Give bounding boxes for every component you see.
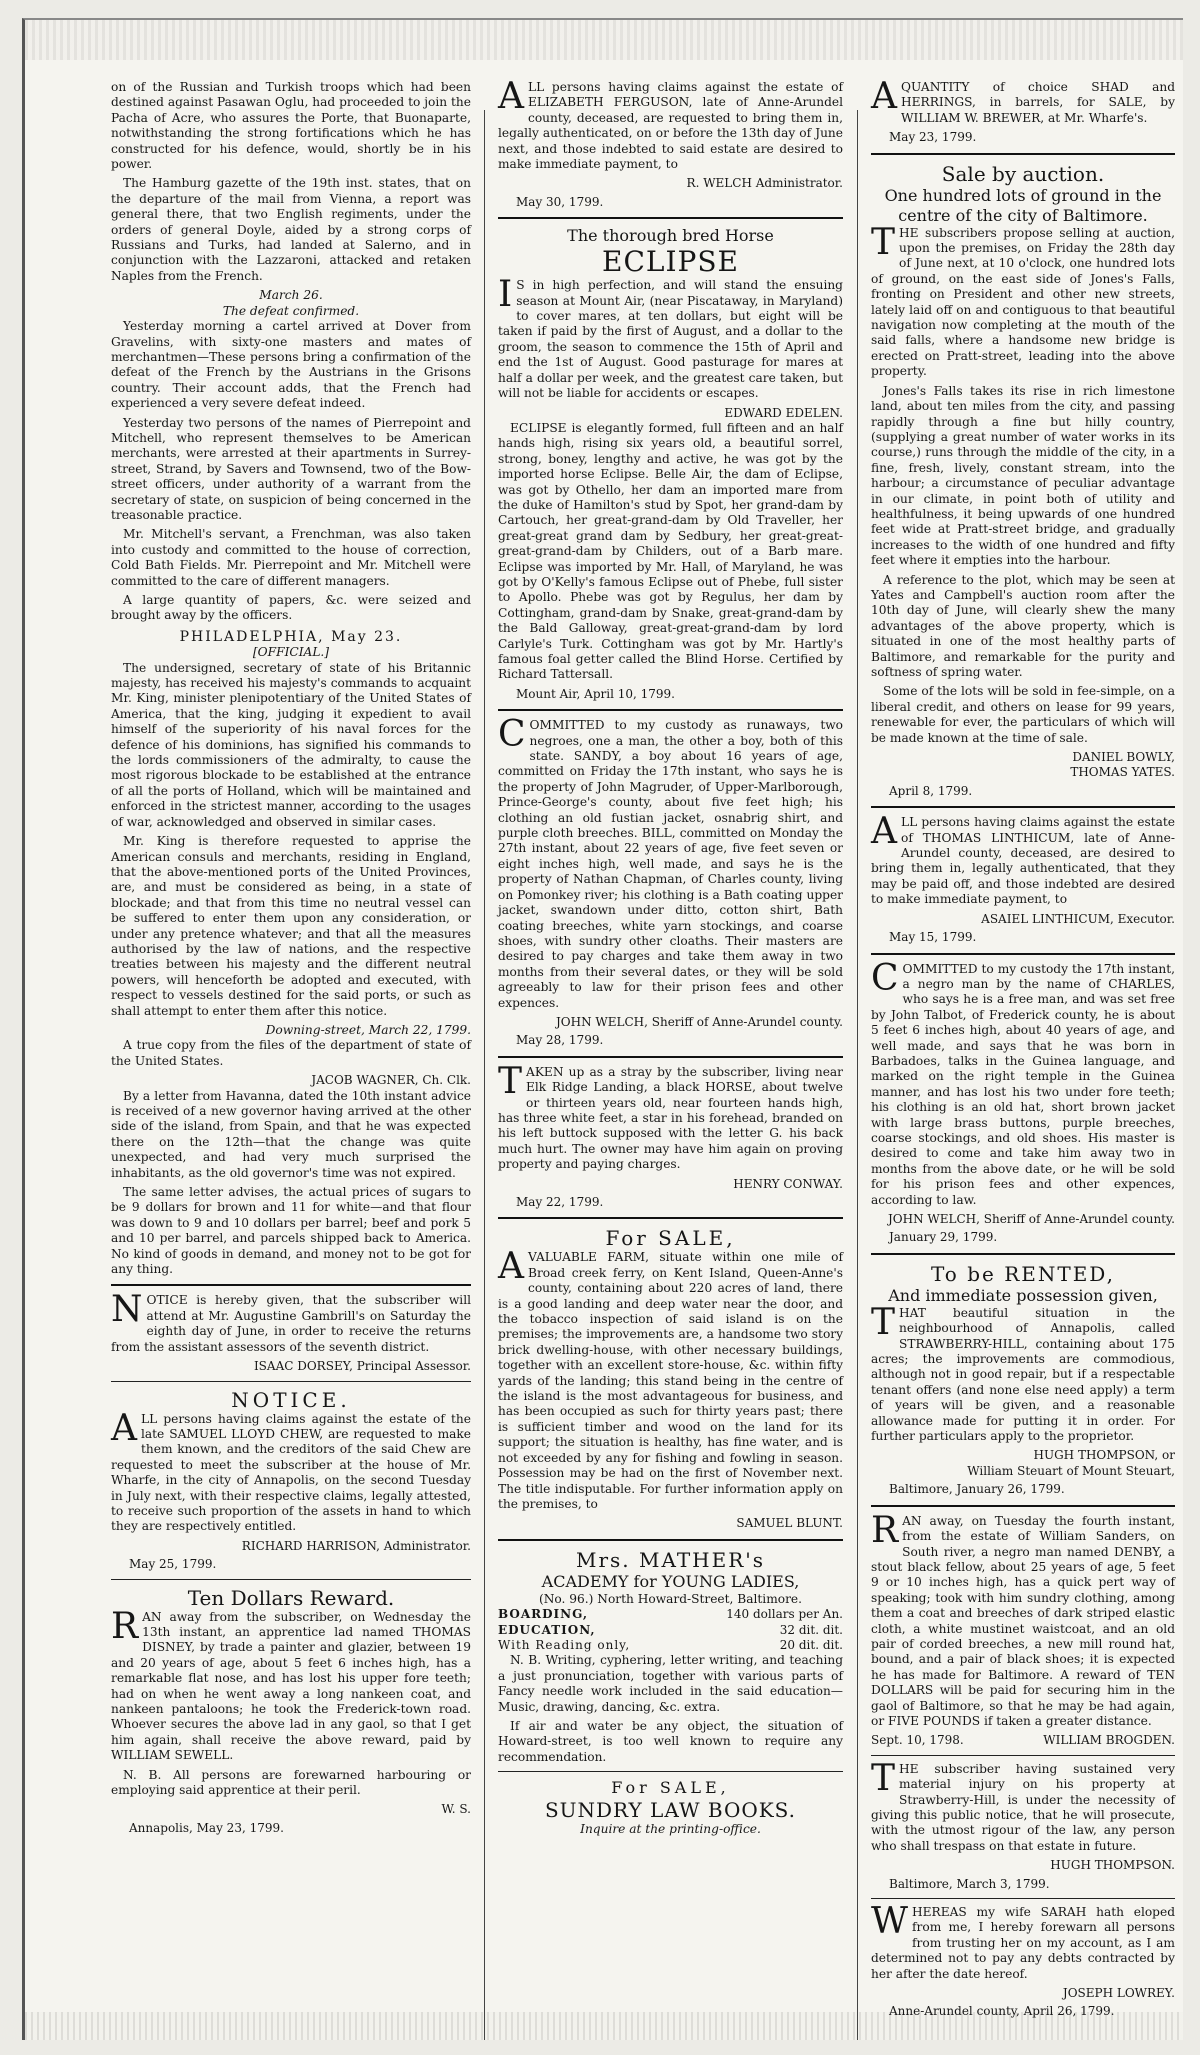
divider (498, 709, 843, 711)
signature: JOHN WELCH, Sheriff of Anne-Arundel county. (887, 1212, 1175, 1226)
ad-notice-dorsey: NOTICE is hereby given, that the subscriber will attend at Mr. Augustine Gambrill's on Saturday the eighth day of June, in order to receive the returns from the assistant assessors of the seventh district. (111, 1289, 471, 1354)
divider (498, 1771, 843, 1772)
news-paragraph: The same letter advises, the actual prices of sugars to be 9 dollars for brown and 11 for white—and that flour was down to 9 and 10 dollars per barrel; beef and pork 5 and 10 per barrel, and parcels shipped back to America. No kind of goods in demand, and money not to be got for any thing. (111, 1185, 471, 1277)
academy-fee-row (498, 1638, 843, 1653)
signature: HUGH THOMPSON, or (1033, 1448, 1175, 1463)
divider (871, 1253, 1175, 1255)
official-tag: [OFFICIAL.] (252, 645, 330, 660)
dateline-philadelphia: PHILADELPHIA, May 23. (179, 628, 403, 645)
academy-fee-row (498, 1623, 843, 1638)
academy-note: If air and water be any object, the situation of Howard-street, is too well known to require any recommendation. (498, 1718, 843, 1764)
reward-heading: Ten Dollars Reward. (187, 1585, 395, 1610)
notice-heading: NOTICE. (231, 1387, 351, 1412)
ad-shad-herrings: AQUANTITY of choice SHAD and HERRINGS, in barrels, for SALE, by WILLIAM W. BREWER, at Mr. Wharfe's. (871, 76, 1175, 125)
ad-stray-horse: TAKEN up as a stray by the subscriber, living near Elk Ridge Landing, a black HORSE, about twelve or thirteen years old, near fourteen hands high, has three white feet, a star in his forehead, branded on his left buttock supposed with the letter G. his back much hurt. The owner may have him again on proving property and paying charges. (498, 1060, 843, 1172)
law-books-heading: SUNDRY LAW BOOKS. (544, 1798, 797, 1823)
divider (871, 153, 1175, 155)
news-paragraph: A large quantity of papers, &c. were seized and brought away by the officers. (111, 593, 471, 623)
divider (498, 1217, 843, 1219)
rented-subheading: And immediate possession given, (888, 1285, 1158, 1305)
signature: HUGH THOMPSON. (1050, 1858, 1175, 1873)
signature: THOMAS YATES. (1070, 765, 1175, 780)
academy-note: N. B. Writing, cyphering, letter writing, and teaching a just pronunciation, together with various parts of Fancy needle work included in the said education—Music, drawing, dancing, &c. extra. (498, 1653, 843, 1714)
ad-auction: Jones's Falls takes its rise in rich limestone land, about ten miles from the city, and passing rapidly through a fine but hilly country, (supplying a great number of water works in its course,) runs through the middle of the city, in a fine, fresh, lively, constant stream, into the harbour; a circumstance of peculiar advantage in our climate, in point both of utility and healthfulness, it being upwards of one hundred feet wide at Pratt-street bridge, and gradually increases to the width of one hundred and fifty feet where it empties into the harbour. (871, 383, 1175, 568)
signature: JACOB WAGNER, Ch. Clk. (311, 1073, 471, 1088)
ad-auction: THE subscribers propose selling at auction, upon the premises, on Friday the 28th day of June next, at 10 o'clock, one hundred lots of ground, on the east side of Jones's Falls, fronting on President and other new streets, lately laid off on and contiguous to that beautiful navigation now completing at the mouth of the said falls, where a handsome new bridge is erected on Pratt-street, leading into the above property. (871, 221, 1175, 379)
horse-name-heading: ECLIPSE (602, 245, 739, 279)
signature: RICHARD HARRISON, Administrator. (241, 1538, 471, 1553)
divider (871, 1755, 1175, 1756)
signature: William Steuart of Mount Steuart, (967, 1463, 1175, 1478)
divider (871, 806, 1175, 808)
divider (871, 953, 1175, 955)
ad-date: May 25, 1799. (129, 1557, 217, 1572)
auction-subheading: One hundred lots of ground in the centre of the city of Baltimore. (884, 185, 1162, 225)
ad-committed-charles: COMMITTED to my custody the 17th instant, a negro man by the name of CHARLES, who says he is a free man, and was set free by John Talbot, of Frederick county, he is about 5 feet 6 inches high, about 40 years of age, and well made, and says that he was born in Barbadoes, talks in the Guinea language, and marked on the right temple in the Guinea manner, and has lost his two under fore teeth; his clothing is an old hat, short brown jacket with large brass buttons, purple breeches, coarse stockings, and old shoes. His master is desired to come and take him away two in months from the above date, or he will be sold for his prison fees and other expences, according to law. (871, 957, 1175, 1207)
news-paragraph: Mr. Mitchell's servant, a Frenchman, was also taken into custody and committed to the house of correction, Cold Bath Fields. Mr. Pierrepoint and Mr. Mitchell were committed to the care of different managers. (111, 527, 471, 588)
ad-committed-runaways: COMMITTED to my custody as runaways, two negroes, one a man, the other a boy, both of this state. SANDY, a boy about 16 years of age, committed on Friday the 17th instant, who says he is the property of John Magruder, of Upper-Marlborough, Prince-George's county, about five feet high; his clothing an old fustian jacket, osnabrig shirt, and purple cloth breeches. BILL, committed on Monday the 27th instant, about 22 years of age, five feet seven or eight inches high, well made, and says he is the property of Nathan Chapman, of Charles county, living on Pomonkey river; his clothing is a Bath coating upper jacket, swandown under ditto, cotton shirt, Bath coating breeches, white yarn stockings, and coarse shoes, with sundry other cloaths. Their masters are desired to pay charges and take them away in two months from their several dates, or they will be sold agreeably to law for their prison fees and other expences. (498, 714, 843, 1010)
news-paragraph: Mr. King is therefore requested to apprise the American consuls and merchants, residing in England, that the above-mentioned ports of the United Provinces, are, and must be considered as being, in a state of blockade; and that from this time no neutral vessel can be suffered to enter them upon any consideration, or under any pretence whatever; and that all the measures authorised by the law of nations, and the respective treaties between his majesty and the different neutral powers, will henceforth be adopted and executed, with respect to vessels destined for the said ports, or such as shall attempt to enter them after this notice. (111, 834, 471, 1018)
ad-notice-chew: ALL persons having claims against the estate of the late SAMUEL LLOYD CHEW, are requested to make them known, and the creditors of the said Chew are requested to meet the subscriber at the house of Mr. Wharfe, in the city of Annapolis, on the second Tuesday in July next, with their respective claims, legally attested, to receive such proportion of the assets in hand to which they are respectively entitled. (111, 1407, 471, 1534)
ad-runaway-denby: RAN away, on Tuesday the fourth instant, from the estate of William Sanders, on South river, a negro man named DENBY, a stout black fellow, about 25 years of age, 5 feet 9 or 10 inches high, has a quick pert way of speaking; took with him sundry clothing, among them a coat and breeches of dark striped elastic cloth, a white mustinet waistcoat, and an old pair of corded breeches, a new mill round hat, bound, and a pair of black shoes; it is expected he has made for Baltimore. A reward of TEN DOLLARS will be paid for securing him in the gaol of Baltimore, so that he may be had again, or FIVE POUNDS if taken a greater distance. (871, 1509, 1175, 1728)
fee-label: EDUCATION, (498, 1622, 596, 1637)
academy-subheading: ACADEMY for YOUNG LADIES, (541, 1571, 800, 1591)
ad-date: May 30, 1799. (516, 194, 604, 209)
ad-eclipse-pedigree: ECLIPSE is elegantly formed, full fifteen and an half hands high, rising six years old, a beautiful sorrel, strong, boney, lengthy and active, he was got by the imported horse Eclipse. Belle Air, the dam of Eclipse, was got by Othello, her dam an imported mare from the duke of Hamilton's stud by Spot, her grand-dam by Cartouch, her great-grand-dam by Old Traveller, her great-great grand dam by Sedbury, her great-great-great-grand-dam by Childers, out of a Barb mare. Eclipse was imported by Mr. Hall, of Maryland, he was got by O'Kelly's famous Eclipse out of Phebe, full sister to Apollo. Phebe was got by Regulus, her dam by Cottingham, grand-dam by Snake, great-grand-dam by the Bald Galloway, great-great-grand-dam by lord Carlyle's Turk. Cottingham was got by Mr. Hartly's famous foal getter called the Blind Horse. Certified by Richard Tattersall. (498, 420, 843, 682)
news-paragraph: A true copy from the files of the department of state of the United States. (111, 1038, 471, 1068)
dateline: March 26. (259, 288, 323, 303)
ad-auction: Some of the lots will be sold in fee-simple, on a liberal credit, and others on lease for 99 years, renewable for ever, the particulars of which will be made known at the time of sale. (871, 684, 1175, 745)
divider (111, 1284, 471, 1286)
ad-date: May 23, 1799. (889, 130, 977, 145)
dateline: Downing-street, March 22, 1799. (265, 1022, 471, 1037)
divider (498, 217, 843, 219)
column-rule-2 (857, 110, 858, 2040)
ad-date: Sept. 10, 1798. (871, 1733, 964, 1748)
divider (498, 1539, 843, 1541)
signature: WILLIAM BROGDEN. (1043, 1733, 1175, 1748)
ad-date: Anne-Arundel county, April 26, 1799. (889, 2004, 1115, 2019)
fee-value: 140 dollars per An. (726, 1607, 843, 1622)
signature: JOHN WELCH, Sheriff of Anne-Arundel county. (555, 1014, 843, 1029)
for-sale-heading: For SALE, (611, 1778, 730, 1798)
signature: ISAAC DORSEY, Principal Assessor. (253, 1359, 471, 1374)
divider (498, 1056, 843, 1058)
ad-date: Mount Air, April 10, 1799. (516, 686, 675, 701)
fee-value: 32 dit. dit. (779, 1622, 843, 1637)
ad-date: May 22, 1799. (516, 1195, 604, 1209)
ad-date: Baltimore, March 3, 1799. (889, 1876, 1050, 1891)
ad-auction: A reference to the plot, which may be seen at Yates and Campbell's auction room after the 10th day of June, will clearly shew the many advantages of the above property, which is situated in one of the most healthy parts of Baltimore, and remarkable for the purity and softness of spring water. (871, 572, 1175, 679)
ad-eclipse: IS in high perfection, and will stand the ensuing season at Mount Air, (near Piscataway, in Maryland) to cover mares, at ten dollars, but eight will be taken if paid by the first of August, and a dollar to the groom, the season to commence the 15th of April and end the 1st of August. Good pasturage for mares at half a dollar per week, and the greatest care taken, but will not be liable for accidents or escapes. (498, 274, 843, 401)
newspaper-page (22, 18, 1183, 2040)
ad-date: January 29, 1799. (889, 1230, 998, 1245)
ad-sign-row (871, 1733, 1175, 1748)
divider (111, 1579, 471, 1580)
divider (871, 1898, 1175, 1899)
signature: W. S. (441, 1802, 471, 1817)
ad-linthicum-estate: ALL persons having claims against the estate of THOMAS LINTHICUM, late of Anne-Arundel county, deceased, are desired to bring them in, legally authenticated, that they may be paid off, and those indebted are desired to make immediate payment, to (871, 811, 1175, 907)
column-2 (498, 76, 843, 1838)
signature: HENRY CONWAY. (733, 1176, 843, 1191)
ad-strawberry-hill: THAT beautiful situation in the neighbourhood of Annapolis, called STRAWBERRY-HILL, containing about 175 acres; the improvements are commodious, although not in good repair, but if a respectable tenant offers (and none else need apply) a term of years will be given, and a reasonable allowance made for putting it in order. For further particulars apply to the proprietor. (871, 1301, 1175, 1444)
column-1 (111, 80, 471, 1839)
academy-heading: Mrs. MATHER's (575, 1547, 766, 1572)
ad-sarah-lowrey: WHEREAS my wife SARAH hath eloped from me, I hereby forewarn all persons from trusting her on my account, as I am determined not to pay any debts contracted by her after the date hereof. (871, 1901, 1175, 1981)
inquire-line: Inquire at the printing-office. (580, 1822, 761, 1837)
news-paragraph: The Hamburg gazette of the 19th inst. states, that on the departure of the mail from Vienna, a report was general there, that two English regiments, under the orders of general Doyle, aided by a strong corps of Russians and Turks, had landed at Salerno, and in conjunction with the Lazzaroni, attacked and retaken Naples from the French. (111, 176, 471, 283)
ad-date: Annapolis, May 23, 1799. (129, 1820, 284, 1835)
divider (111, 1381, 471, 1382)
signature: DANIEL BOWLY, (1072, 750, 1175, 765)
subhead: The defeat confirmed. (222, 303, 360, 318)
ad-trespass: THE subscriber having sustained very material injury on his property at Strawberry-Hill, is under the necessity of giving this public notice, that he will prosecute, with the utmost rigour of the law, any person who shall trespass on that estate in future. (871, 1757, 1175, 1853)
rented-heading: To be RENTED, (931, 1261, 1115, 1286)
ad-date: May 28, 1799. (516, 1033, 604, 1048)
signature: R. WELCH Administrator. (686, 176, 843, 191)
ad-ferguson-estate: ALL persons having claims against the estate of ELIZABETH FERGUSON, late of Anne-Arundel county, deceased, are requested to bring them in, legally authenticated, on or before the 13th day of June next, and those indebted to said estate are desired to make immediate payment, to (498, 76, 843, 172)
signature: EDWARD EDELEN. (724, 405, 843, 420)
signature: ASAIEL LINTHICUM, Executor. (981, 911, 1175, 926)
academy-address: (No. 96.) North Howard-Street, Baltimore. (538, 1591, 803, 1606)
column-rule-1 (484, 110, 485, 2040)
ad-farm-sale: AVALUABLE FARM, situate within one mile of Broad creek ferry, on Kent Island, Queen-Anne's county, containing about 220 acres of land, there is a good landing and deep water near the door, and the tobacco inspection of said island is on the premises; the improvements are, a handsome two story brick dwelling-house, with other necessary buildings, together with an excellent store-house, &c. within fifty yards of the landing; this stand being in the centre of the island is the most advantageous for business, and has been occupied as such for thirty years past; there is sufficient timber and wood on the land for its support; the situation is healthy, has fine water, and is not exceeded by any for fishing and fowling in season. Possession may be had on the first of November next. The title indisputable. For further information apply on the premises, to (498, 1246, 843, 1511)
academy-fee-row (498, 1607, 843, 1622)
ad-reward-disney: RAN away from the subscriber, on Wednesday the 13th instant, an apprentice lad named THOMAS DISNEY, by trade a painter and glazier, between 19 and 20 years of age, about 5 feet 6 inches high, has a remarkable flat nose, and has lost his upper fore teeth; had on when he went away a long nankeen coat, and nankeen pantaloons; he took the Frederick-town road. Whoever secures the above lad in any gaol, so that I get him again, shall receive the above reward, paid by WILLIAM SEWELL. (111, 1605, 471, 1763)
ad-date: May 15, 1799. (889, 930, 977, 945)
auction-heading: Sale by auction. (941, 161, 1105, 186)
signature: SAMUEL BLUNT. (736, 1516, 843, 1531)
fee-label: With Reading only, (498, 1637, 631, 1652)
horse-subheading: The thorough bred Horse (567, 226, 774, 246)
news-paragraph: The undersigned, secretary of state of his Britannic majesty, has received his majesty's commands to acquaint Mr. King, minister plenipotentiary of the United States of America, that the king, judging it expedient to avail himself of the superiority of his naval forces for the defence of his dominions, has signified his commands to the lords commissioners of the admiralty, to cause the most rigorous blockade to be established at the entrance of all the ports of Holland, which will be maintained and enforced in the strictest manner, according to the usages of war, acknowledged and observed in similar cases. (111, 660, 471, 829)
fee-value: 20 dit. dit. (779, 1637, 843, 1652)
ad-date: Baltimore, January 26, 1799. (889, 1482, 1065, 1497)
ad-date: April 8, 1799. (889, 783, 973, 798)
top-edge-scan-noise (25, 20, 1183, 60)
signature: JOSEPH LOWREY. (1062, 1986, 1175, 2001)
news-paragraph: By a letter from Havanna, dated the 10th instant advice is received of a new governor having arrived at the other side of the island, from Spain, and that he was expected there on the 12th—that the change was quite unexpected, and had very much surprised the inhabitants, as the old governor's time was not expired. (111, 1088, 471, 1180)
news-paragraph: Yesterday two persons of the names of Pierrepoint and Mitchell, who represent themselves to be American merchants, were arrested at their apartments in Surrey-street, Strand, by Savers and Townsend, two of the Bow-street officers, under authority of a warrant from the secretary of state, on suspicion of being concerned in the treasonable practice. (111, 415, 471, 522)
news-paragraph: on of the Russian and Turkish troops which had been destined against Pasawan Oglu, had proceeded to join the Pacha of Acre, who assures the Porte, that Buonaparte, notwithstanding the strong fortifications which he has constructed for his defence, would, shortly be in his power. (111, 80, 471, 172)
fee-label: BOARDING, (498, 1607, 589, 1622)
column-3 (871, 76, 1175, 2023)
divider (871, 1505, 1175, 1507)
ad-note: N. B. All persons are forewarned harbouring or employing said apprentice at their peril. (111, 1767, 471, 1798)
for-sale-heading: For SALE, (605, 1226, 736, 1251)
news-paragraph: Yesterday morning a cartel arrived at Dover from Gravelins, with sixty-one masters and mates of merchantmen—These persons bring a confirmation of the defeat of the French by the Austrians in the Grisons country. Their account adds, that the French had experienced a very severe defeat indeed. (111, 319, 471, 411)
